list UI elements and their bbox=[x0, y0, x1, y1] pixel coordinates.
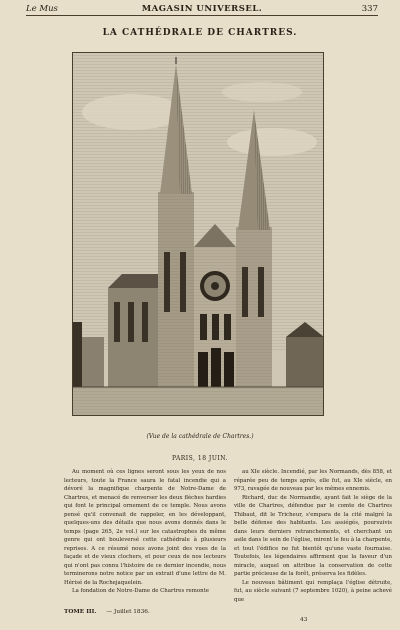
paragraph: Au moment où ces lignes seront sous les yeux de nos lecteurs, toute la France saura le fatal incendie qui a dévoré la magnifique charpente de Notre-Dame de Chartres, et menacé de renverser les deux flèches hardies qui font le principal ornement de ce temple. Nous avons pensé qu'il convenait de rappeler, en les développant, quelques-uns des détails que nous avons donnés dans le temps (page 265, 2e vol.) sur les catastrophes du même genre qui ont bouleversé cette cathédrale à plusieurs reprises. A ce résumé nous avons joint des vues de la façade et de vieux clochers, et pour ceux de nos lecteurs qui n'ont pas connu l'histoire de ce dernier incendie, nous terminerons notre notice par un extrait d'une lettre de M. Hérisé de la Rochejaquelein. bbox=[64, 469, 226, 586]
left-column bbox=[64, 468, 226, 596]
signature-mark: 43 bbox=[300, 617, 308, 623]
tome-label: TOME III. bbox=[64, 609, 97, 615]
header-rule bbox=[26, 15, 378, 16]
footer bbox=[64, 609, 150, 615]
paragraph: Le nouveau bâtiment qui remplaça l'église détruite, fut, au siècle suivant (7 septembre 1020), à peine achevé que bbox=[234, 579, 392, 603]
illustration-caption: (Vue de la cathédrale de Chartres.) bbox=[146, 433, 254, 440]
paragraph: Richard, duc de Normandie, ayant fait le siège de la ville de Chartres, défendue par le comte de Chartres Thibaut, dit le Tricheur, s'empara de la cité malgré la belle défense des habitants. Les assiégés, poursuivis dans leurs derniers retranchements, et cherchant un asile dans le sein de l'église, mirent le feu à la charpente, et tout l'édifice ne fut bientôt qu'une vaste fournaise. Toutefois, les légendaires affirment que la faveur d'un miracle, auquel on attribue la conservation de cette partie précieuse de la forêt, préserva les fidèles. bbox=[234, 494, 392, 577]
paragraph: La fondation de Notre-Dame de Chartres remonte bbox=[72, 588, 209, 594]
header-left-mark: Le Mus bbox=[26, 4, 58, 14]
paragraph: au XIe siècle. Incendié, par les Normands, dès 858, et réparée peu de temps après, elle fut, au XIe siècle, en 973, ravagée de nouveau par les mêmes ennemis. bbox=[234, 469, 392, 492]
magazine-title: MAGASIN UNIVERSEL. bbox=[141, 4, 263, 14]
cathedral-engraving bbox=[72, 52, 324, 416]
dateline: PARIS, 18 JUIN. bbox=[171, 455, 229, 462]
page-number: 337 bbox=[361, 4, 378, 14]
article-title: LA CATHÉDRALE DE CHARTRES. bbox=[102, 28, 298, 38]
issue-date: — Juillet 1836. bbox=[106, 609, 150, 615]
right-column bbox=[234, 468, 392, 604]
